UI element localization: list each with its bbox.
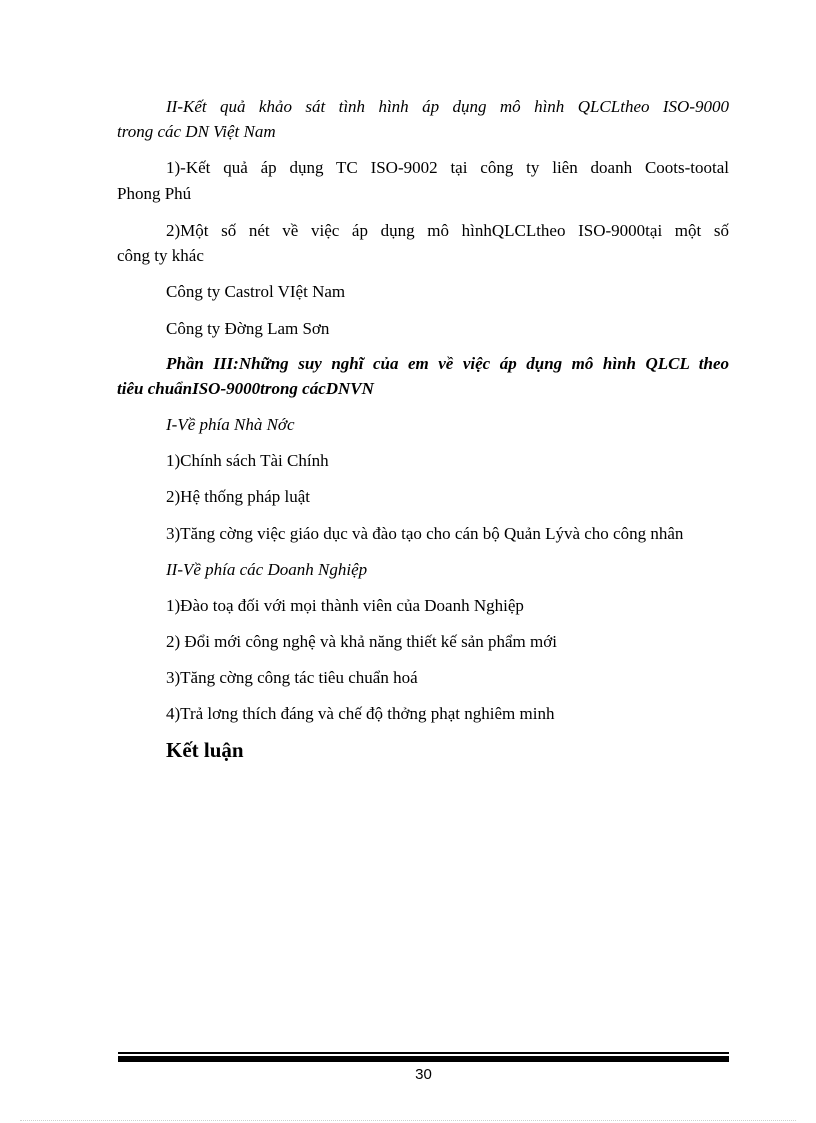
item-2-cont: công ty khác <box>117 246 204 265</box>
enterprise-item-4: 4)Trả lơng thích đáng và chế độ thởng phạt nghiêm minh <box>166 704 555 723</box>
enterprise-item-1: 1)Đào toạ đối với mọi thành viên của Doanh Nghiệp <box>166 596 524 615</box>
footer-rule-thin <box>118 1052 729 1054</box>
part-iii-heading-cont: tiêu chuẩnISO-9000trong cácDNVN <box>117 379 374 398</box>
company-lamson: Công ty Đờng Lam Sơn <box>166 319 330 338</box>
state-item-1: 1)Chính sách Tài Chính <box>166 451 329 470</box>
footer-rule-thick <box>118 1056 729 1062</box>
conclusion-heading: Kết luận <box>166 738 244 762</box>
state-item-3: 3)Tăng cờng việc giáo dục và đào tạo cho cán bộ Quản Lývà cho công nhân <box>166 524 684 543</box>
page-edge-divider <box>20 1120 796 1121</box>
enterprise-item-2: 2) Đổi mới công nghệ và khả năng thiết kế sản phẩm mới <box>166 632 557 651</box>
enterprise-item-3: 3)Tăng cờng công tác tiêu chuẩn hoá <box>166 668 418 687</box>
state-item-2: 2)Hệ thống pháp luật <box>166 487 310 506</box>
page-number: 30 <box>415 1066 432 1083</box>
section-heading-ii: II-Kết quả khảo sát tình hình áp dụng mô hình QLCLtheo ISO-9000 <box>166 97 729 116</box>
item-2: 2)Một số nét về việc áp dụng mô hìnhQLCLtheo ISO-9000tại một số <box>166 221 729 240</box>
item-1-cont: Phong Phú <box>117 184 192 203</box>
subsection-ii-heading: II-Về phía các Doanh Nghiệp <box>166 560 368 579</box>
section-heading-ii-cont: trong các DN Việt Nam <box>117 122 276 141</box>
subsection-i-heading: I-Về phía Nhà Nớc <box>166 415 295 434</box>
item-1: 1)-Kết quả áp dụng TC ISO-9002 tại công ty liên doanh Coots-tootal <box>166 158 729 177</box>
company-castrol: Công ty Castrol VIệt Nam <box>166 282 346 301</box>
part-iii-heading: Phần III:Những suy nghĩ của em về việc áp dụng mô hình QLCL theo <box>166 354 729 373</box>
